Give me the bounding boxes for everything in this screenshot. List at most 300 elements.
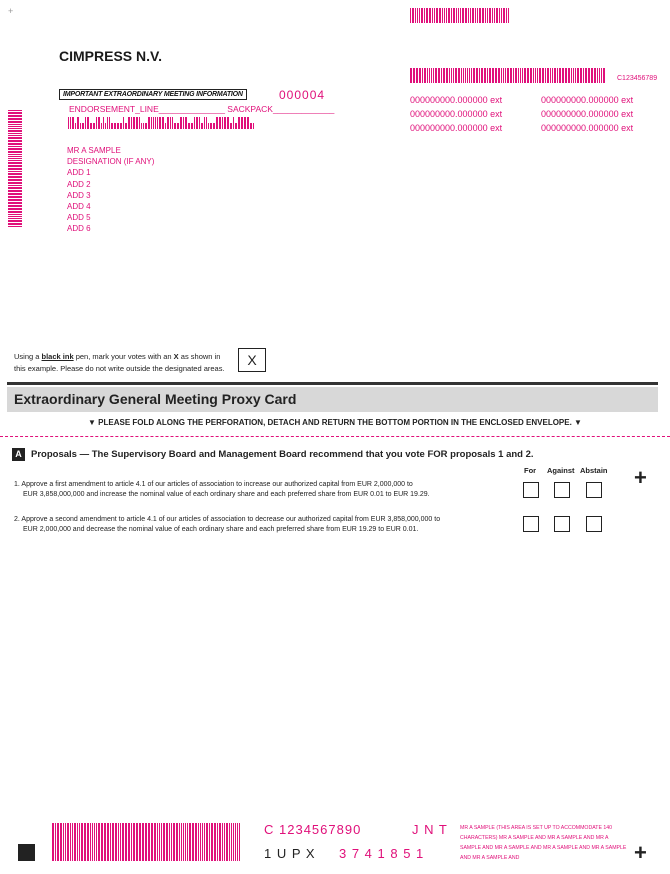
barcode-bar [151, 823, 153, 861]
control-reference: C123456789 [617, 75, 658, 82]
barcode-bar [453, 8, 455, 23]
barcode-bar [473, 68, 475, 83]
barcode-bar [74, 823, 76, 861]
instruction-text: pen, mark your votes with an [73, 352, 174, 361]
barcode-bar [588, 68, 590, 83]
address-line: ADD 3 [67, 190, 91, 200]
barcode-bar [90, 823, 91, 861]
barcode-bar [571, 68, 572, 83]
barcode-bar [183, 823, 184, 861]
barcode-bar [583, 68, 584, 83]
instruction-text: Using a [14, 352, 42, 361]
account-numbers-col2 [541, 93, 633, 135]
barcode-bar [412, 8, 414, 23]
barcode-bar [8, 146, 22, 147]
barcode-bar [8, 121, 22, 123]
card-title: Extraordinary General Meeting Proxy Card [14, 391, 297, 407]
barcode-bar [438, 68, 440, 83]
barcode-bar [107, 117, 108, 129]
barcode-bar [115, 823, 117, 861]
barcode-bar [489, 68, 491, 83]
barcode-bar [443, 68, 445, 83]
barcode-bar [446, 68, 448, 83]
barcode-bar [545, 68, 546, 83]
address-line: DESIGNATION (IF ANY) [67, 157, 155, 167]
barcode-bar [8, 110, 22, 111]
barcode-bar [139, 117, 140, 129]
barcode-bar [410, 68, 412, 83]
barcode-vertical [8, 110, 22, 228]
barcode-bar [202, 823, 203, 861]
barcode-bar [224, 823, 225, 861]
barcode-bar [542, 68, 544, 83]
barcode-bar [201, 123, 203, 129]
barcode-bar [239, 823, 240, 861]
barcode-bar [463, 68, 464, 83]
barcode-bar [485, 8, 486, 23]
barcode-bar [110, 823, 111, 861]
barcode-bar [191, 123, 193, 129]
barcode-bar [513, 68, 514, 83]
barcode-bar [417, 8, 418, 23]
control-number: C 1234567890 [264, 822, 362, 837]
proposal-2-abstain-checkbox[interactable] [586, 516, 602, 532]
instruction-x: X [173, 352, 179, 361]
sequence-number: 000004 [279, 88, 326, 102]
barcode-bar [216, 117, 218, 129]
barcode-bar [148, 117, 150, 129]
barcode-bar [75, 123, 76, 129]
proposals-heading: Proposals — The Supervisory Board and Management Board recommend that you vote FOR proposals 1 and 2. [31, 449, 534, 460]
barcode-bar [72, 117, 74, 129]
mailing-address [67, 145, 154, 235]
barcode-bar [8, 160, 22, 161]
barcode-bar [484, 68, 486, 83]
barcode-bar [148, 823, 150, 861]
barcode-bar [169, 823, 170, 861]
barcode-bar [101, 123, 102, 129]
barcode-bar [449, 68, 450, 83]
barcode-bar [198, 823, 199, 861]
barcode-bar [136, 117, 138, 129]
barcode-bar [96, 823, 97, 861]
barcode-bar [93, 123, 95, 129]
barcode-bar [90, 123, 92, 129]
barcode-bar [131, 823, 132, 861]
barcode-bar [8, 190, 22, 192]
barcode-bar [8, 211, 22, 213]
title-rule [7, 382, 658, 385]
account-number: 000000000.000000 ext [541, 109, 634, 119]
barcode-bar [109, 117, 110, 129]
barcode-bar [8, 128, 22, 129]
barcode-bar [515, 68, 517, 83]
barcode-bar [8, 196, 22, 198]
barcode-bar [179, 823, 180, 861]
barcode-bar [107, 823, 109, 861]
barcode-bar [206, 823, 208, 861]
barcode-bar [250, 123, 252, 129]
barcode-bar [167, 117, 169, 129]
barcode-bar [60, 823, 62, 861]
barcode-bar [436, 8, 438, 23]
barcode-bar [439, 8, 441, 23]
barcode-bar [128, 823, 130, 861]
barcode-bar [157, 117, 158, 129]
barcode-bar [235, 123, 237, 129]
barcode-bar [554, 68, 556, 83]
barcode-bar [143, 123, 144, 129]
barcode-bar [462, 8, 464, 23]
barcode-bar [522, 68, 523, 83]
barcode-bar [120, 823, 121, 861]
barcode-bar [177, 123, 179, 129]
barcode-bar [8, 202, 22, 204]
barcode-bar [79, 823, 80, 861]
barcode-bar [8, 205, 22, 207]
barcode-bar [217, 823, 218, 861]
barcode-bar [154, 823, 156, 861]
barcode-bar [200, 823, 201, 861]
barcode-bar [455, 68, 457, 83]
barcode-bar [57, 823, 59, 861]
barcode-bar [92, 823, 93, 861]
barcode-bar [537, 68, 538, 83]
barcode-bar [8, 137, 22, 139]
barcode-bar [82, 123, 84, 129]
barcode-bar [410, 8, 411, 23]
barcode-bar [70, 823, 71, 861]
barcode-bar [222, 117, 223, 129]
barcode-bar [206, 117, 207, 129]
barcode-bar [8, 126, 22, 127]
barcode-bar [63, 823, 64, 861]
barcode-bar [419, 8, 420, 23]
barcode-bar [585, 68, 587, 83]
barcode-bar [80, 123, 81, 129]
barcode-bar [112, 823, 114, 861]
barcode-bar [204, 117, 205, 129]
barcode-bar [539, 68, 541, 83]
barcode-bar [133, 823, 135, 861]
barcode-bar [8, 171, 22, 172]
registration-plus-mark: + [634, 840, 647, 865]
barcode-bar [8, 158, 22, 159]
barcode-bar [470, 8, 471, 23]
barcode-bar [413, 68, 415, 83]
barcode-bar [84, 823, 86, 861]
barcode-bar [136, 823, 138, 861]
barcode-bar [530, 68, 532, 83]
barcode-bar [224, 117, 226, 129]
barcode-bar [162, 117, 164, 129]
barcode-bar [597, 68, 598, 83]
barcode-bar [227, 117, 229, 129]
section-letter: A [12, 448, 25, 461]
barcode-bar [238, 117, 240, 129]
barcode-bar [487, 68, 488, 83]
barcode-bar [131, 117, 132, 129]
proposal-1 [14, 480, 494, 500]
barcode-bar [226, 823, 228, 861]
postal-barcode [68, 117, 255, 129]
barcode-bar [219, 823, 221, 861]
barcode-bar [508, 8, 509, 23]
barcode-bar [199, 117, 200, 129]
barcode-bar [535, 68, 536, 83]
proposal-1-abstain-checkbox[interactable] [586, 482, 602, 498]
barcode-bar [183, 117, 184, 129]
proposal-1-against-checkbox[interactable] [554, 482, 570, 498]
barcode-bar [8, 193, 22, 195]
barcode-bar [188, 123, 190, 129]
barcode-bar [503, 68, 504, 83]
barcode-bar [125, 123, 127, 129]
barcode-bar [487, 8, 488, 23]
barcode-bar [155, 117, 156, 129]
barcode-bar [498, 68, 500, 83]
barcode-bar [214, 823, 216, 861]
column-abstain: Abstain [580, 466, 608, 475]
barcode-bar [496, 8, 498, 23]
barcode-bar [471, 68, 472, 83]
column-against: Against [547, 466, 575, 475]
serial-number: 3 7 4 1 8 5 1 [339, 846, 425, 861]
barcode-bar [237, 823, 238, 861]
barcode-bar [98, 117, 100, 129]
proposal-text: 2. Approve a second amendment to article 4.1 of our articles of association to decrease our authorized capital from EUR 3,858,000,000 to [14, 516, 441, 523]
barcode-bar [458, 68, 460, 83]
barcode-bar [426, 8, 428, 23]
proposal-2-against-checkbox[interactable] [554, 516, 570, 532]
barcode-bar [159, 117, 161, 129]
fine-print: MR A SAMPLE (THIS AREA IS SET UP TO ACCOMMODATE 140 CHARACTERS) MR A SAMPLE AND MR A SAMPLE AND MR A SAMPLE AND MR A SAMPLE AND MR A SAMPLE AND MR A SAMPLE AND MR A SAMPLE AND [460, 825, 627, 861]
barcode-bar [8, 151, 22, 153]
barcode-bar [460, 8, 461, 23]
barcode-bar [8, 118, 22, 120]
barcode-bar [467, 68, 468, 83]
barcode-bar [580, 68, 582, 83]
barcode-bar [453, 68, 454, 83]
barcode-bar [524, 68, 526, 83]
barcode-bar [153, 117, 154, 129]
barcode-bar [8, 140, 22, 142]
barcode-bar [434, 8, 435, 23]
barcode-bar [435, 68, 437, 83]
barcode-bar [128, 117, 130, 129]
barcode-bar [133, 117, 135, 129]
barcode-bar [176, 823, 178, 861]
barcode-bar [105, 123, 106, 129]
address-line: ADD 4 [67, 202, 91, 212]
barcode-bar [433, 68, 434, 83]
barcode-bar [573, 68, 574, 83]
barcode-bar [8, 148, 22, 150]
barcode-bar [65, 823, 66, 861]
barcode-bar [159, 823, 160, 861]
proposal-2 [14, 515, 494, 535]
barcode-bar [503, 8, 505, 23]
barcode-bar [448, 8, 450, 23]
marking-instructions [14, 351, 234, 375]
barcode-bar [510, 68, 512, 83]
barcode-bar [117, 123, 119, 129]
barcode-bar [94, 823, 95, 861]
barcode-bar [139, 823, 141, 861]
barcode-bar [8, 130, 22, 132]
barcode-top [410, 8, 510, 23]
barcode-bar [125, 823, 127, 861]
barcode-bar [594, 68, 596, 83]
barcode-bar [481, 68, 483, 83]
barcode-bar [52, 823, 54, 861]
barcode-bar [429, 68, 430, 83]
instruction-ink: black ink [41, 352, 74, 361]
barcode-bar [8, 176, 22, 178]
barcode-bar [492, 8, 493, 23]
barcode-bar [8, 185, 22, 186]
barcode-bar [550, 68, 551, 83]
account-numbers-col1 [410, 93, 502, 135]
barcode-bar [230, 123, 232, 129]
barcode-bar [114, 123, 116, 129]
barcode-bar [465, 68, 466, 83]
barcode-bar [118, 823, 119, 861]
barcode-bar [77, 823, 78, 861]
barcode-bar [208, 123, 209, 129]
barcode-bar [475, 8, 476, 23]
barcode-bar [421, 8, 423, 23]
barcode-bar [87, 117, 89, 129]
address-line: MR A SAMPLE [67, 146, 121, 155]
barcode-bar [165, 123, 166, 129]
barcode-bar [233, 823, 234, 861]
barcode-bar [8, 220, 22, 222]
barcode-bar [527, 68, 529, 83]
barcode-bar [468, 8, 469, 23]
barcode-bar [98, 823, 100, 861]
meeting-info-label: IMPORTANT EXTRAORDINARY MEETING INFORMATION [59, 89, 247, 100]
barcode-bar [96, 117, 97, 129]
barcode-bar [172, 117, 173, 129]
barcode-bar [422, 68, 423, 83]
barcode-bar [8, 156, 22, 157]
barcode-bar [8, 133, 22, 134]
barcode-bar [557, 68, 558, 83]
barcode-bottom [52, 823, 241, 861]
proposal-2-for-checkbox[interactable] [523, 516, 539, 532]
barcode-bar [547, 68, 549, 83]
barcode-bar [8, 187, 22, 189]
barcode-bar [204, 823, 205, 861]
barcode-bar [55, 823, 56, 861]
barcode-bar [506, 8, 507, 23]
barcode-bar [70, 117, 71, 129]
barcode-bar [8, 214, 22, 215]
barcode-bar [431, 68, 432, 83]
barcode-bar [505, 68, 506, 83]
barcode-bar [67, 823, 69, 861]
proposal-1-for-checkbox[interactable] [523, 482, 539, 498]
barcode-bar [456, 8, 457, 23]
barcode-bar [552, 68, 553, 83]
barcode-bar [469, 68, 470, 83]
barcode-bar [518, 68, 519, 83]
barcode-bar [562, 68, 564, 83]
barcode-bar [192, 823, 194, 861]
barcode-bar [87, 823, 89, 861]
barcode-bar [181, 823, 182, 861]
barcode-bar [427, 68, 428, 83]
barcode-bar [163, 823, 165, 861]
endorsement-line: ENDORSEMENT_LINE______________ SACKPACK_____________ [69, 104, 335, 114]
proposal-text: 1. Approve a first amendment to article 4.1 of our articles of association to increase our authorized capital from EUR 2,000,000 to [14, 481, 413, 488]
barcode-bar [8, 223, 22, 225]
barcode-bar [429, 8, 431, 23]
barcode-bar [166, 823, 168, 861]
barcode-bar [501, 8, 502, 23]
barcode-bar [111, 123, 113, 129]
barcode-bar [151, 117, 152, 129]
footer-code: J N T [412, 822, 448, 837]
barcode-bar [442, 8, 443, 23]
barcode-bar [189, 823, 191, 861]
barcode-bar [499, 8, 500, 23]
account-number: 000000000.000000 ext [541, 95, 634, 105]
barcode-bar [472, 8, 474, 23]
barcode-bar [174, 123, 176, 129]
fold-instruction: ▼ PLEASE FOLD ALONG THE PERFORATION, DETACH AND RETURN THE BOTTOM PORTION IN THE ENCLOSED ENVELOPE. ▼ [88, 418, 582, 427]
barcode-bar [8, 168, 22, 170]
barcode-bar [424, 8, 425, 23]
barcode-bar [247, 117, 249, 129]
barcode-bar [213, 123, 215, 129]
title-bar [7, 387, 658, 412]
barcode-bar [8, 143, 22, 145]
barcode-bar [211, 823, 213, 861]
barcode-bar [444, 8, 445, 23]
barcode-bar [161, 823, 162, 861]
barcode-bar [8, 179, 22, 181]
barcode-bar [122, 823, 124, 861]
barcode-bar [187, 823, 188, 861]
instruction-text: as shown in this example. Please do not write outside the designated areas. [14, 352, 225, 373]
barcode-bar [432, 8, 433, 23]
barcode-bar [479, 68, 480, 83]
barcode-bar [507, 68, 509, 83]
barcode-bar [170, 117, 171, 129]
barcode-bar [494, 8, 495, 23]
barcode-bar [173, 823, 175, 861]
barcode-bar [120, 123, 122, 129]
form-code: 1 U P X [264, 846, 316, 861]
barcode-bar [222, 823, 223, 861]
perforation-line [0, 436, 670, 437]
alignment-square [18, 844, 35, 861]
barcode-bar [210, 123, 212, 129]
barcode-bar [520, 68, 521, 83]
barcode-bar [195, 823, 197, 861]
barcode-bar [142, 823, 144, 861]
barcode-bar [8, 112, 22, 114]
barcode-bar [424, 68, 426, 83]
barcode-bar [568, 68, 570, 83]
barcode-bar [565, 68, 567, 83]
barcode-bar [229, 823, 230, 861]
barcode-bar [575, 68, 576, 83]
barcode-bar [451, 8, 452, 23]
account-number: 000000000.000000 ext [410, 109, 503, 119]
